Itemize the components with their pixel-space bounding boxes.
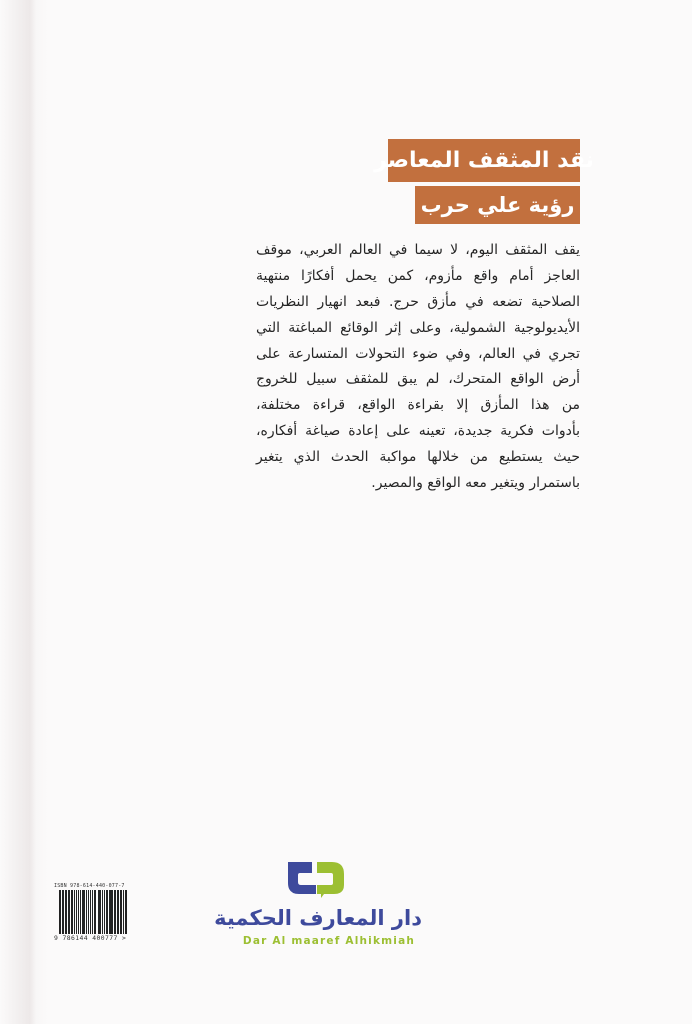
- blurb-line: يقف المثقف اليوم، لا سيما في العالم العربي، موقف: [256, 242, 580, 258]
- blurb-line: أرض الواقع المتحرك، لم يبق للمثقف سبيل للخروج: [256, 371, 580, 388]
- blurb-line: باستمرار ويتغير معه الواقع والمصير.: [371, 475, 580, 492]
- blurb-line: الأيديولوجية الشمولية، وعلى إثر الوقائع المباغتة التي: [256, 319, 580, 336]
- isbn-label: ISBN 978-614-440-077-7: [54, 883, 125, 889]
- speech-bubbles-logo-icon: [286, 860, 346, 900]
- blurb-paragraph: [256, 238, 580, 497]
- barcode-gap: [127, 890, 128, 934]
- isbn-digits: 9 786144 400777 >: [54, 934, 127, 942]
- book-title-box: [374, 139, 594, 182]
- publisher-name-english: Dar Al maaref Alhikmiah: [242, 935, 416, 947]
- blurb-line: حيث يستطيع من خلالها مواكبة الحدث الذي يتغير: [256, 449, 580, 466]
- isbn-barcode: [54, 883, 128, 943]
- blurb-line: الصلاحية تضعه في مأزق حرج. فبعد انهيار النظريات: [256, 293, 580, 310]
- book-subtitle-box: [415, 186, 580, 224]
- blurb-line: العاجز أمام واقع مأزوم، كمن يحمل أفكارًا منتهية: [256, 267, 580, 284]
- barcode-icon: [59, 890, 128, 934]
- publisher-name-arabic: دار المعارف الحكمية: [214, 906, 422, 930]
- book-subtitle: رؤية علي حرب: [420, 193, 575, 217]
- book-title: نقد المثقف المعاصر: [374, 148, 594, 173]
- blurb-line: بأدوات فكرية جديدة، تعينه على إعادة صياغة أفكاره،: [256, 423, 580, 440]
- blurb-line: من هذا المأزق إلا بقراءة الواقع، قراءة مختلفة،: [256, 397, 580, 414]
- blurb-line: تجري في العالم، وفي ضوء التحولات المتسارعة على: [256, 345, 580, 362]
